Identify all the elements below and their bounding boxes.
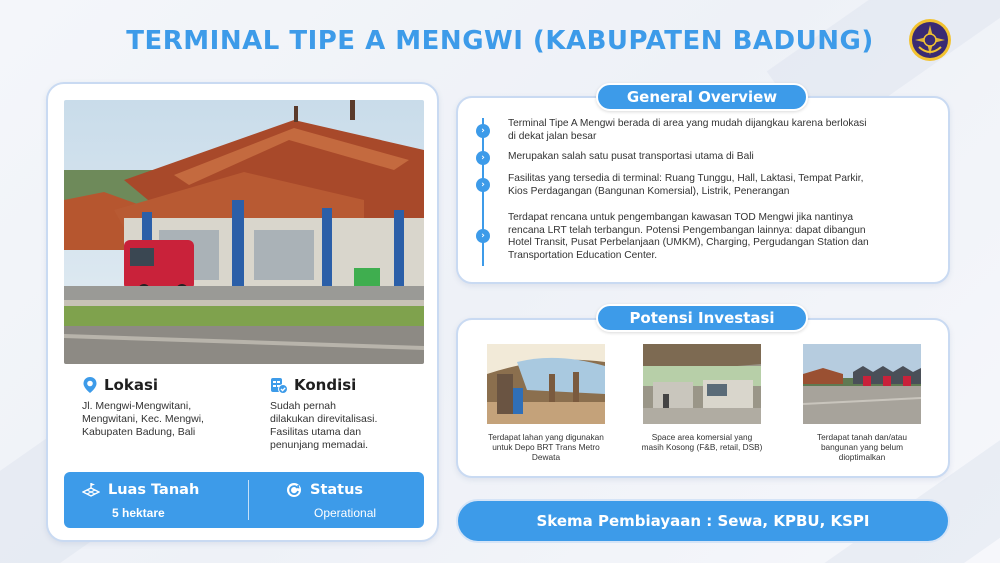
condition-block [270,376,430,452]
chevron-right-icon: › [476,229,490,243]
building-check-icon [270,376,288,394]
investment-caption-2: Space area komersial yang masih Kosong (F&B, retail, DSB) [641,432,763,452]
land-area-value: 5 hektare [112,506,165,520]
status-head [286,482,363,498]
terminal-photo [64,100,424,364]
ministry-emblem-icon [907,17,953,63]
condition-description: Sudah pernah dilakukan direvitalisasi. Fasilitas utama dan penunjang memadai. [270,400,378,451]
investment-title: Potensi Investasi [596,304,808,332]
general-overview-title: General Overview [596,83,808,111]
chevron-right-icon: › [476,124,490,138]
investment-photo-3 [803,344,921,424]
stats-bar [64,472,424,528]
overview-item-2: Merupakan salah satu pusat transportasi utama di Bali [508,151,754,162]
investment-photo-2 [643,344,761,424]
investment-photo-1 [487,344,605,424]
page-title: TERMINAL TIPE A MENGWI (KABUPATEN BADUNG) [126,26,874,56]
overview-timeline [482,118,484,266]
location-title: Lokasi [104,376,159,394]
land-plot-icon [82,482,100,498]
status-value: Operational [314,506,377,520]
status-refresh-icon [286,482,302,498]
land-area-title: Luas Tanah [108,482,200,498]
stats-divider [248,480,249,520]
terminal-info-card [46,82,439,542]
map-pin-icon [82,376,98,394]
location-address: Jl. Mengwi-Mengwitani, Mengwitani, Kec. Mengwi, Kabupaten Badung, Bali [82,400,204,438]
location-block [82,376,252,439]
status-title: Status [310,482,364,498]
overview-item-1: Terminal Tipe A Mengwi berada di area yang mudah dijangkau karena berlokasi di dekat jalan besar [508,118,867,142]
financing-scheme-banner: Skema Pembiayaan : Sewa, KPBU, KSPI [456,499,950,543]
investment-caption-3: Terdapat tanah dan/atau bangunan yang belum dioptimalkan [817,432,907,462]
chevron-right-icon: › [476,151,490,165]
overview-item-3: Fasilitas yang tersedia di terminal: Ruang Tunggu, Hall, Laktasi, Tempat Parkir, Kios Perdagangan (Bangunan Komersial), Listrik, Penerangan [508,173,864,197]
chevron-right-icon: › [476,178,490,192]
land-area-head [82,482,199,498]
overview-item-4: Terdapat rencana untuk pengembangan kawasan TOD Mengwi jika nantinya rencana LRT telah terbangun. Potensi Pengembangan lainnya: dapat dibangun Hotel Transit, Pusat Perbelanjaan (UMKM), Charging, Pergudangan Station dan Transportation Education Center. [508,212,869,261]
investment-caption-1: Terdapat lahan yang digunakan untuk Depo BRT Trans Metro Dewata [488,432,604,462]
condition-title: Kondisi [294,376,357,394]
